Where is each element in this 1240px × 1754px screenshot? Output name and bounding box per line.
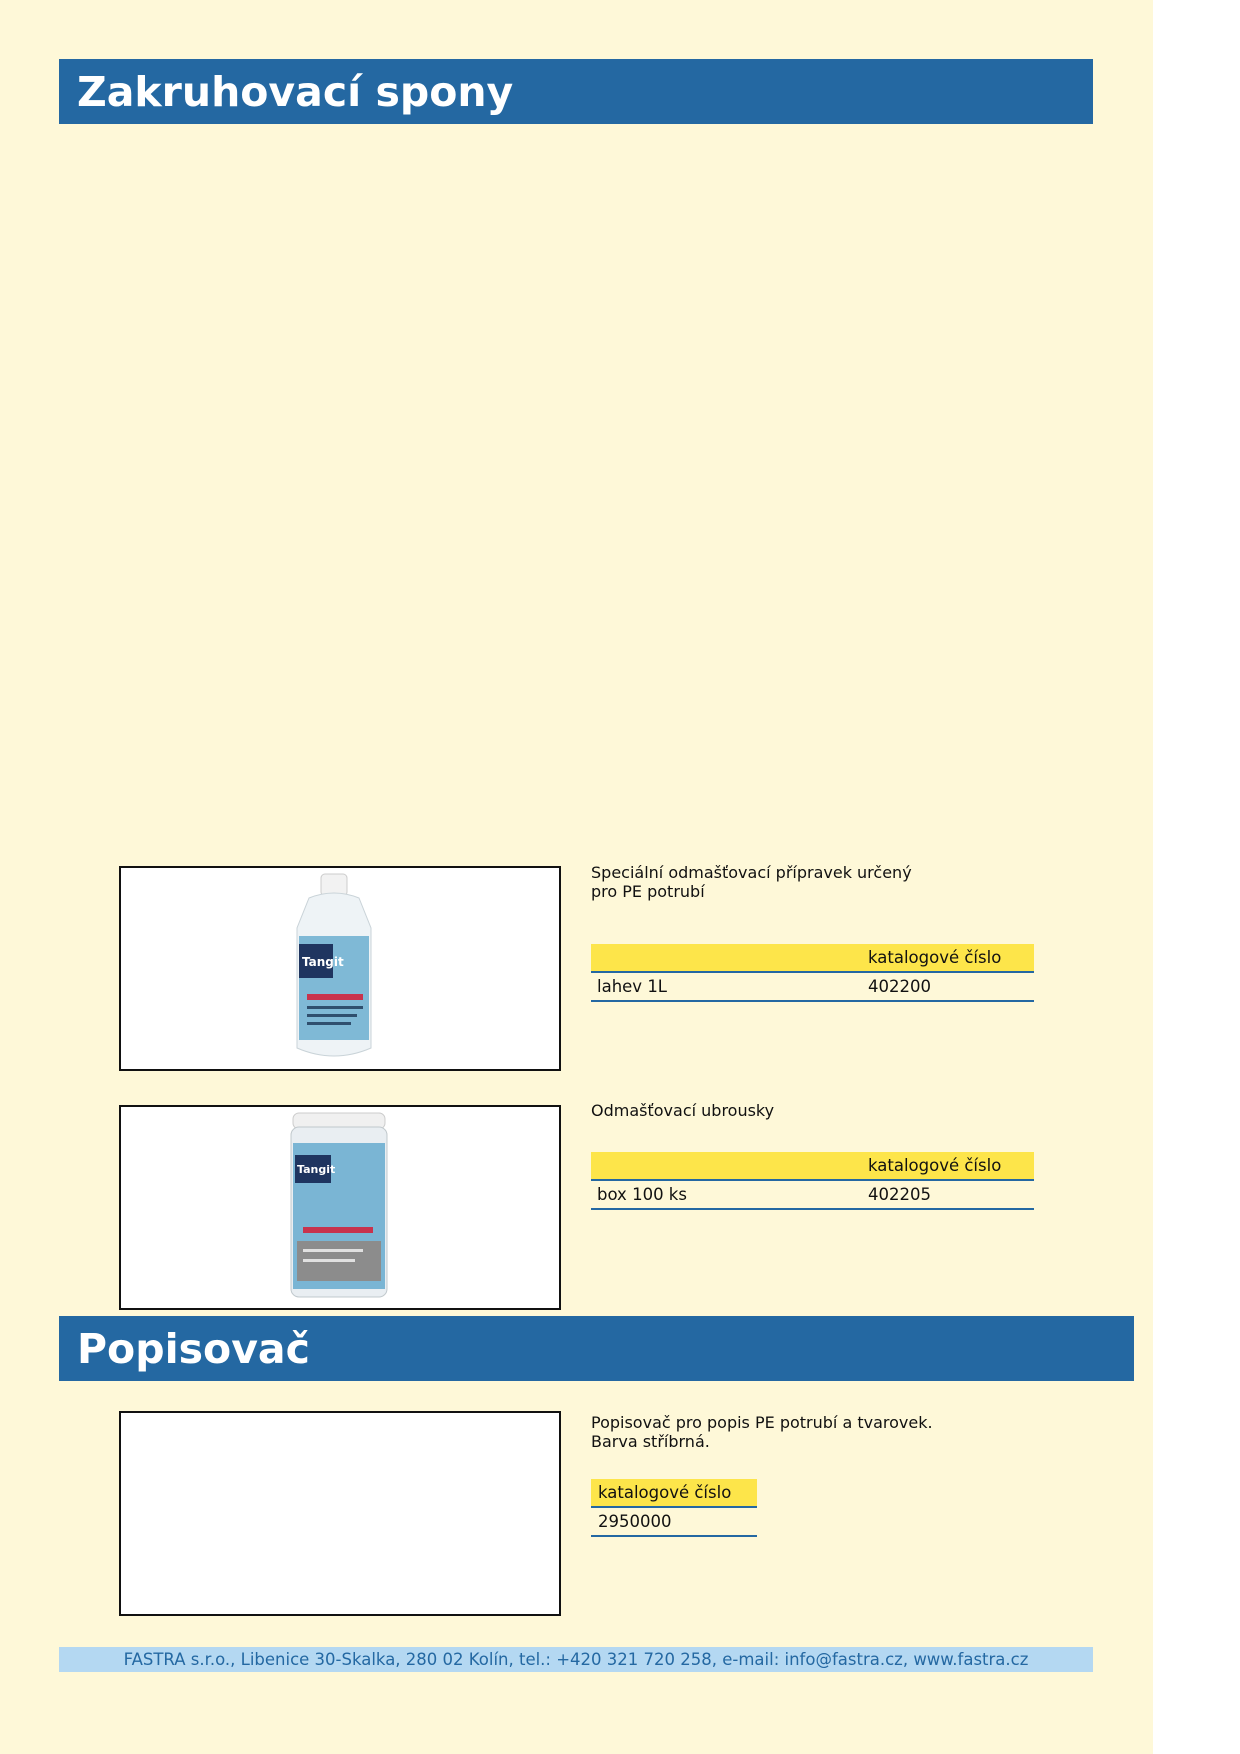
description-line: Barva stříbrná. bbox=[591, 1432, 710, 1451]
product-description-wipes bbox=[591, 1101, 774, 1120]
catalog-table-wipes bbox=[591, 1152, 1034, 1210]
catalog-table-marker bbox=[591, 1479, 757, 1537]
description-line: Speciální odmašťovací přípravek určený bbox=[591, 863, 912, 882]
table-header bbox=[591, 1152, 1034, 1181]
variant-cell: box 100 ks bbox=[597, 1185, 687, 1204]
table-header bbox=[591, 944, 1034, 973]
code-cell: 2950000 bbox=[598, 1512, 672, 1531]
variant-cell: lahev 1L bbox=[597, 977, 668, 996]
product-description-marker bbox=[591, 1413, 933, 1451]
table-row bbox=[591, 973, 1034, 1002]
product-description-cleaner bbox=[591, 863, 912, 901]
code-cell: 402200 bbox=[868, 977, 931, 996]
svg-text:Tangit: Tangit bbox=[302, 955, 344, 969]
product-image-marker bbox=[119, 1411, 561, 1616]
header-catalog-number: katalogové číslo bbox=[868, 1156, 1002, 1175]
wipes-box-image bbox=[121, 1107, 559, 1308]
product-image-cleaner bbox=[119, 866, 561, 1071]
section-title-spony: Zakruhovací spony bbox=[59, 59, 1093, 124]
table-row bbox=[591, 1508, 757, 1537]
table-header bbox=[591, 1479, 757, 1508]
footer-contact: FASTRA s.r.o., Libenice 30-Skalka, 280 02 Kolín, tel.: +420 321 720 258, e-mail: info@fastra.cz, www.fastra.cz bbox=[59, 1647, 1093, 1672]
header-catalog-number: katalogové číslo bbox=[598, 1483, 732, 1502]
header-catalog-number: katalogové číslo bbox=[868, 948, 1002, 967]
code-cell: 402205 bbox=[868, 1185, 931, 1204]
marker-image-placeholder bbox=[121, 1413, 559, 1614]
description-line: pro PE potrubí bbox=[591, 882, 705, 901]
product-image-wipes bbox=[119, 1105, 561, 1310]
description-line: Popisovač pro popis PE potrubí a tvarovek. bbox=[591, 1413, 933, 1432]
svg-text:Tangit: Tangit bbox=[297, 1163, 336, 1176]
cleaner-bottle-image bbox=[121, 868, 559, 1069]
section-title-popisovac: Popisovač bbox=[59, 1316, 1134, 1381]
catalog-table-cleaner bbox=[591, 944, 1034, 1002]
description-line: Odmašťovací ubrousky bbox=[591, 1101, 775, 1120]
table-row bbox=[591, 1181, 1034, 1210]
